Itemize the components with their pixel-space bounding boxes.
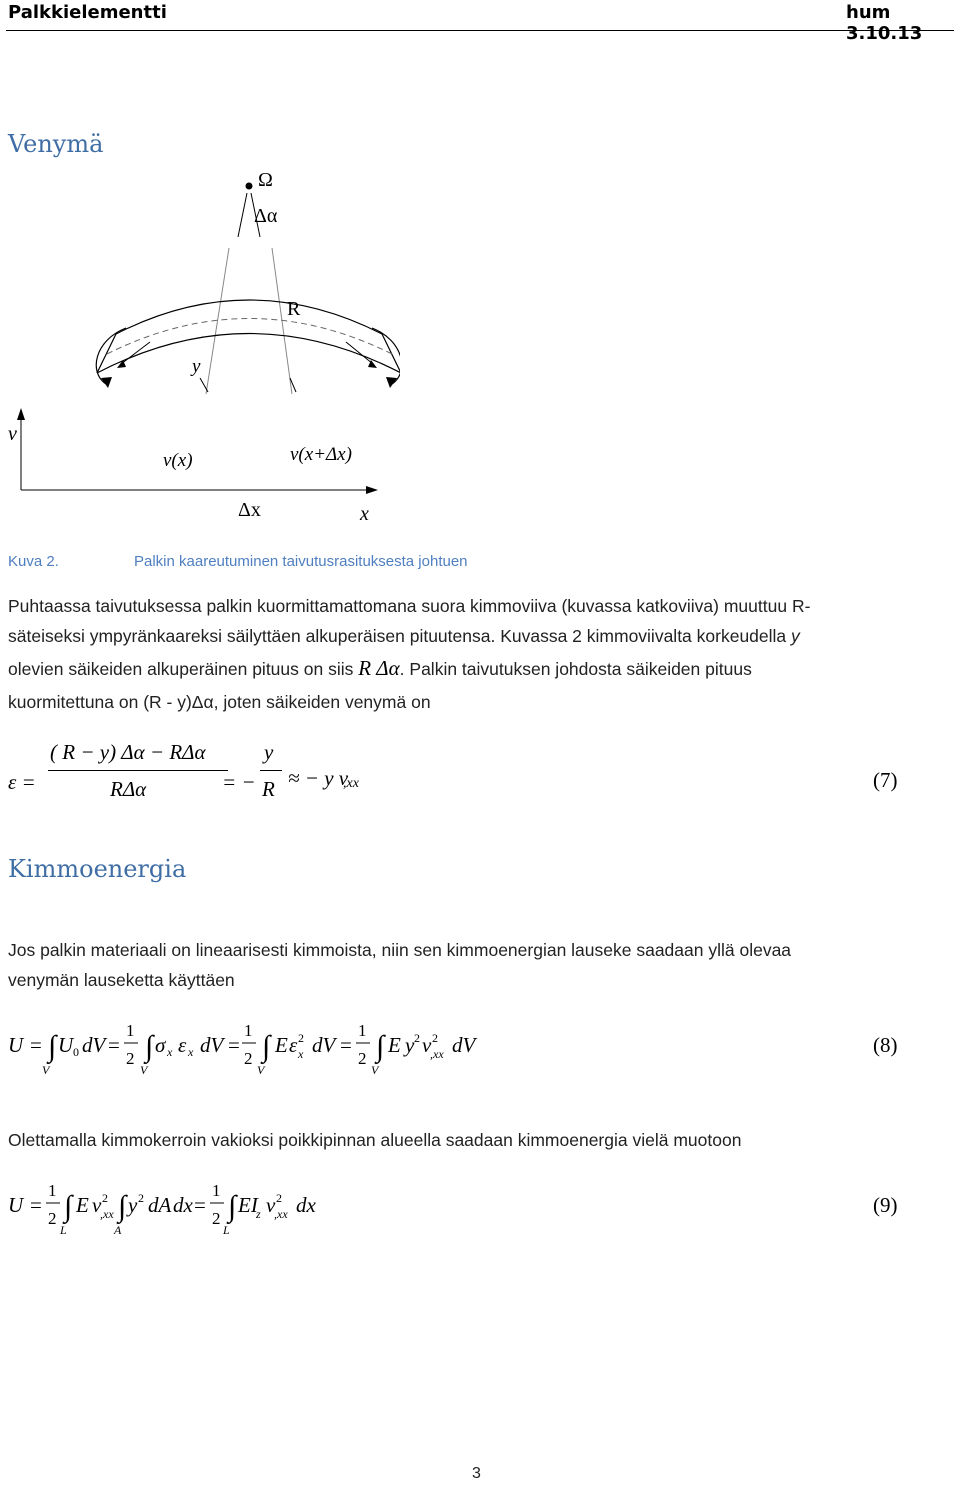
svg-text:∫: ∫ xyxy=(145,1030,154,1063)
eq7-lhs: ε = xyxy=(8,770,36,794)
eq7-equals: = − xyxy=(222,770,256,794)
svg-text:=: = xyxy=(30,1193,42,1217)
svg-text:y: y xyxy=(128,1193,138,1217)
eq7-numerator-2: y xyxy=(264,740,274,764)
svg-text:x: x xyxy=(298,1047,304,1061)
svg-text:dA: dA xyxy=(148,1193,172,1217)
svg-text:,xx: ,xx xyxy=(274,1207,288,1221)
svg-text:v: v xyxy=(266,1193,276,1217)
svg-text:1: 1 xyxy=(126,1021,135,1040)
page-header xyxy=(0,0,960,44)
center-point xyxy=(246,183,253,190)
svg-text:,xx: ,xx xyxy=(100,1207,114,1221)
equation-8 xyxy=(0,1020,960,1080)
header-title: Palkkielementti xyxy=(8,2,167,23)
page-number: 3 xyxy=(472,1465,481,1482)
svg-text:E: E xyxy=(76,1193,89,1217)
p1-line2-text: säteiseksi ympyränkaareksi säilyttäen alkuperäisen pituutensa. Kuvassa 2 kimmoviivalta korkeudella xyxy=(8,626,792,646)
eq7-numerator-1: ( R − y) Δα − RΔα xyxy=(50,740,206,764)
paragraph-2-line-1: Jos palkin materiaali on lineaarisesti kimmoista, niin sen kimmoenergian lauseke saadaan yllä olevaa xyxy=(8,940,792,960)
neutral-axis-dashed xyxy=(107,319,392,355)
label-dx: Δx xyxy=(238,499,261,521)
p1-line2-y: y xyxy=(791,626,800,646)
svg-text:v: v xyxy=(92,1193,102,1217)
svg-text:dV: dV xyxy=(82,1033,106,1057)
label-R: R xyxy=(287,298,301,320)
label-dalpha: Δα xyxy=(254,205,278,227)
label-vxdx: v(x+Δx) xyxy=(290,444,352,465)
beam-top-edge xyxy=(116,300,382,334)
svg-text:2: 2 xyxy=(244,1049,253,1068)
label-v-axis: v xyxy=(8,423,17,445)
label-omega: Ω xyxy=(258,169,273,191)
svg-text:V: V xyxy=(371,1063,379,1077)
svg-text:=: = xyxy=(340,1033,352,1057)
label-x-axis: x xyxy=(360,503,369,525)
svg-text:=: = xyxy=(108,1033,120,1057)
svg-text:=: = xyxy=(228,1033,240,1057)
svg-text:1: 1 xyxy=(48,1181,57,1200)
paragraph-2-line-2: venymän lauseketta käyttäen xyxy=(8,970,235,990)
label-vx: v(x) xyxy=(163,450,193,471)
svg-text:2: 2 xyxy=(126,1049,135,1068)
svg-text:2: 2 xyxy=(414,1031,420,1045)
eq7-number: (7) xyxy=(873,768,898,792)
eq7-fraction-bar-1 xyxy=(48,770,228,771)
svg-text:x: x xyxy=(167,1045,173,1059)
svg-text:EI: EI xyxy=(238,1193,258,1217)
beam-bottom-edge xyxy=(97,334,400,374)
svg-text:∫: ∫ xyxy=(48,1030,57,1063)
svg-text:∫: ∫ xyxy=(262,1030,271,1063)
svg-text:=: = xyxy=(194,1193,206,1217)
svg-text:dx: dx xyxy=(173,1193,193,1217)
figure-caption-label: Kuva 2. xyxy=(8,553,59,570)
paragraph-1-line-1: Puhtaassa taivutuksessa palkin kuormittamattomana suora kimmoviiva (kuvassa katkoviiva) muuttuu R- xyxy=(8,596,811,616)
svg-text:2: 2 xyxy=(432,1031,438,1045)
eq7-denominator-2: R xyxy=(262,777,275,801)
svg-text:2: 2 xyxy=(358,1049,367,1068)
svg-text:ε: ε xyxy=(289,1033,298,1057)
svg-text:E: E xyxy=(275,1033,288,1057)
svg-text:dV: dV xyxy=(312,1033,336,1057)
svg-text:∫: ∫ xyxy=(228,1190,237,1223)
svg-text:V: V xyxy=(257,1063,265,1077)
svg-text:∫: ∫ xyxy=(64,1190,73,1223)
header-rule xyxy=(6,30,954,31)
beam-bending-figure xyxy=(0,160,400,530)
svg-text:y: y xyxy=(405,1033,415,1057)
paragraph-1-line-3 xyxy=(8,656,752,681)
section-title-venyma: Venymä xyxy=(8,130,104,158)
svg-text:2: 2 xyxy=(48,1209,57,1228)
section-title-kimmoenergia: Kimmoenergia xyxy=(8,855,187,883)
eq7-subscript: ,xx xyxy=(343,776,359,791)
svg-text:ε: ε xyxy=(178,1033,187,1057)
svg-text:U: U xyxy=(8,1033,24,1057)
eq9-number: (9) xyxy=(873,1193,898,1217)
svg-text:L: L xyxy=(223,1223,230,1237)
left-moment-arrow xyxy=(96,328,126,384)
svg-text:E: E xyxy=(388,1033,401,1057)
figure-caption-text: Palkin kaareutuminen taivutusrasituksesta johtuen xyxy=(134,553,468,570)
eq7-approx: ≈ − y v xyxy=(288,766,349,790)
svg-text:dx: dx xyxy=(296,1193,316,1217)
svg-text:=: = xyxy=(30,1033,42,1057)
svg-text:2: 2 xyxy=(212,1209,221,1228)
svg-text:v: v xyxy=(422,1033,432,1057)
header-date: hum 3.10.13 xyxy=(846,2,923,44)
svg-text:2: 2 xyxy=(298,1031,304,1045)
p1-line3-text: olevien säikeiden alkuperäinen pituus on siis xyxy=(8,659,359,679)
paragraph-1-line-4: kuormitettuna on (R - y)Δα, joten säikeiden venymä on xyxy=(8,692,431,712)
svg-text:z: z xyxy=(256,1207,261,1221)
svg-text:1: 1 xyxy=(358,1021,367,1040)
equation-7 xyxy=(0,740,960,810)
svg-text:∫: ∫ xyxy=(118,1190,127,1223)
p1-line3-math: R Δα xyxy=(358,656,400,680)
svg-text:1: 1 xyxy=(244,1021,253,1040)
svg-text:∫: ∫ xyxy=(376,1030,385,1063)
equation-9 xyxy=(0,1180,960,1240)
eq7-fraction-bar-2 xyxy=(260,770,282,771)
svg-text:U: U xyxy=(8,1193,24,1217)
svg-text:2: 2 xyxy=(276,1191,282,1205)
eq8-number: (8) xyxy=(873,1033,898,1057)
eq7-denominator-1: RΔα xyxy=(110,777,147,801)
svg-text:L: L xyxy=(60,1223,67,1237)
svg-text:2: 2 xyxy=(138,1191,144,1205)
paragraph-3: Olettamalla kimmokerroin vakioksi poikkipinnan alueella saadaan kimmoenergia vielä muotoon xyxy=(8,1130,742,1150)
right-moment-arrow xyxy=(372,328,400,384)
svg-text:0: 0 xyxy=(73,1045,79,1059)
p1-line3-rest: . Palkin taivutuksen johdosta säikeiden pituus xyxy=(399,659,752,679)
svg-text:dV: dV xyxy=(452,1033,476,1057)
svg-text:σ: σ xyxy=(155,1033,166,1057)
label-y: y xyxy=(192,356,201,377)
svg-text:A: A xyxy=(114,1223,122,1237)
svg-text:V: V xyxy=(42,1063,50,1077)
svg-text:1: 1 xyxy=(212,1181,221,1200)
svg-text:dV: dV xyxy=(200,1033,224,1057)
svg-text:2: 2 xyxy=(102,1191,108,1205)
paragraph-1-line-2 xyxy=(8,626,800,647)
svg-text:U: U xyxy=(58,1033,74,1057)
svg-text:x: x xyxy=(188,1045,194,1059)
svg-text:V: V xyxy=(140,1063,148,1077)
svg-text:,xx: ,xx xyxy=(430,1047,444,1061)
